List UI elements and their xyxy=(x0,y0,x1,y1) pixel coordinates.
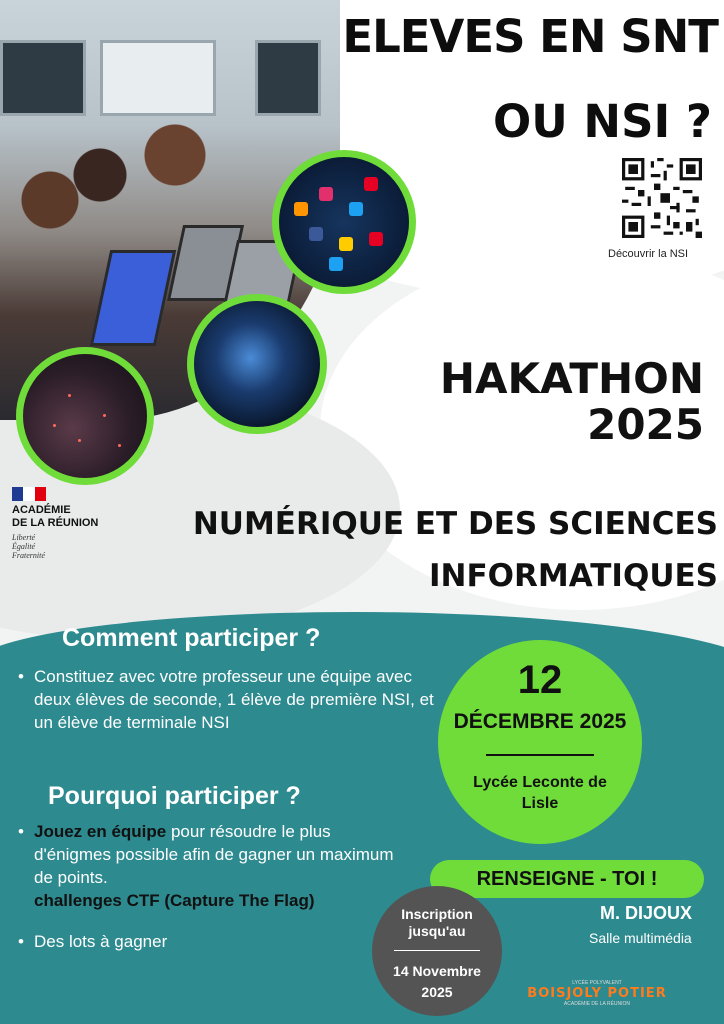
contact-name: M. DIJOUX xyxy=(600,903,693,923)
date-badge xyxy=(438,640,642,844)
drones-image xyxy=(16,347,154,485)
pourquoi-bullet-1-ctf: challenges CTF (Capture The Flag) xyxy=(34,891,315,910)
french-flag-icon xyxy=(12,487,46,501)
academie-name-line-2: DE LA RÉUNION xyxy=(12,517,99,529)
pourquoi-heading: Pourquoi participer ? xyxy=(48,782,301,810)
photo-board xyxy=(100,40,216,116)
school-name: BOISJOLY POTIER xyxy=(527,986,667,1001)
pourquoi-bullets-2 xyxy=(18,930,167,953)
school-logo xyxy=(502,980,692,1007)
academie-logo xyxy=(12,487,122,560)
photo-board xyxy=(255,40,321,116)
event-subtitle-line-2: INFORMATIQUES xyxy=(428,558,718,594)
photo-board xyxy=(0,40,86,116)
pourquoi-bullet-2: • Des lots à gagner xyxy=(18,930,167,953)
ai-head-image xyxy=(187,294,327,434)
comment-bullets xyxy=(18,665,438,734)
contact-room: Salle multimédia xyxy=(589,930,692,946)
inscription-badge xyxy=(372,886,502,1016)
academie-name-line-1: ACADÉMIE xyxy=(12,504,71,516)
pourquoi-bullet-1 xyxy=(18,820,398,912)
event-name xyxy=(440,356,704,448)
pourquoi-bullet-1-bold: Jouez en équipe xyxy=(34,822,167,841)
event-subtitle-line-1: NUMÉRIQUE ET DES SCIENCES xyxy=(192,506,718,542)
date-place: Lycée Leconte de Lisle xyxy=(473,774,607,812)
academie-motto-1: Liberté xyxy=(12,533,36,542)
date-divider xyxy=(486,754,594,756)
school-type: LYCÉE POLYVALENT xyxy=(572,980,622,986)
renseigne-toi-button[interactable]: RENSEIGNE - TOI ! xyxy=(430,860,704,898)
academie-motto-2: Égalité xyxy=(12,542,36,551)
inscription-divider xyxy=(394,950,480,951)
inscription-label: Inscription jusqu'au xyxy=(401,906,473,939)
comment-bullet: • Constituez avec votre professeur une équipe avec deux élèves de seconde, 1 élève de première NSI, et un élève de terminale NSI xyxy=(18,665,438,734)
pourquoi-bullets xyxy=(18,820,398,912)
date-day: 12 xyxy=(517,658,563,702)
event-name-line-2: 2025 xyxy=(587,400,704,449)
qr-code-icon[interactable] xyxy=(622,158,702,238)
photo-laptop xyxy=(90,250,176,346)
date-month: DÉCEMBRE 2025 xyxy=(453,710,627,733)
event-name-line-1: HAKATHON xyxy=(439,354,704,403)
academie-motto-3: Fraternité xyxy=(12,551,45,560)
comment-heading: Comment participer ? xyxy=(62,624,321,652)
inscription-deadline: 14 Novembre 2025 xyxy=(393,963,481,1000)
event-subtitle xyxy=(193,498,718,602)
title-line-2: OU NSI ? xyxy=(492,95,712,148)
school-academie: ACADÉMIE DE LA RÉUNION xyxy=(563,1001,631,1007)
qr-caption: Découvrir la NSI xyxy=(608,248,689,260)
pourquoi-bullet-1-text: pour résoudre le plus d'énigmes possible afin de gagner un maximum de points. xyxy=(34,822,394,887)
social-media-image xyxy=(272,150,416,294)
title-line-1: ELEVES EN SNT xyxy=(342,10,718,63)
